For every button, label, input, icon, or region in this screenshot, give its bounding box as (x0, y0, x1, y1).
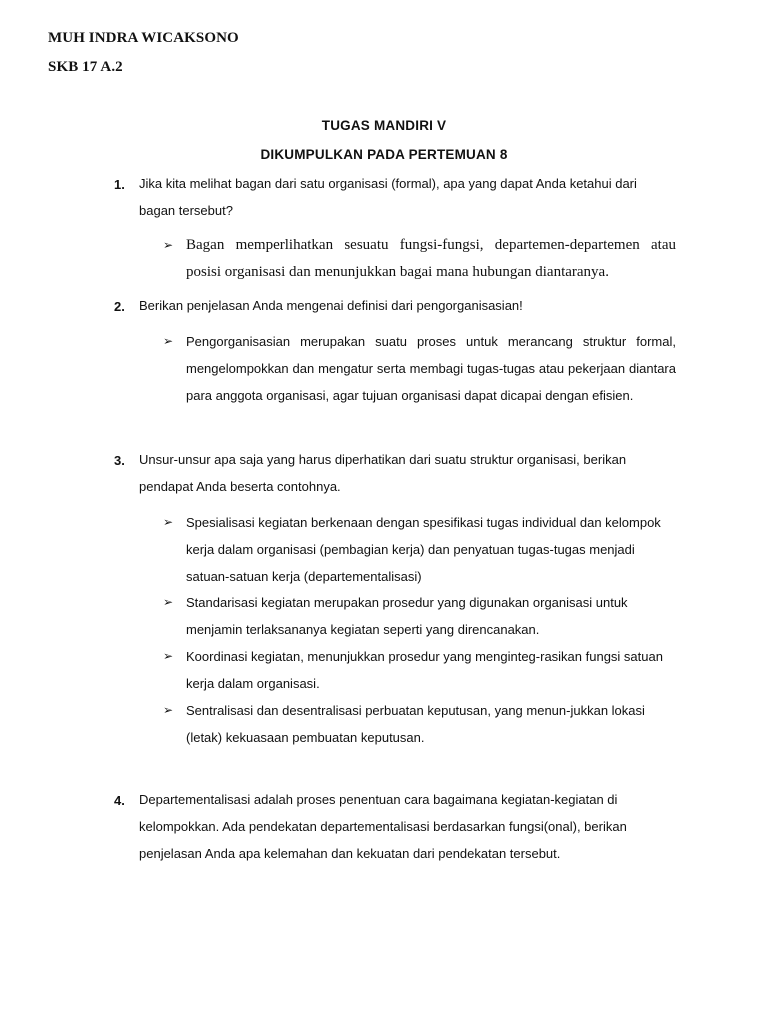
answer-text: Standarisasi kegiatan merupakan prosedur yang digunakan organisasi untuk menjamin terlaksananya kegiatan seperti yang direncanakan. (186, 595, 628, 637)
arrow-bullet-icon: ➢ (163, 515, 174, 529)
arrow-bullet-icon: ➢ (163, 703, 174, 717)
answer-text: Bagan memperlihatkan sesuatu fungsi-fungsi, departemen-departemen atau posisi organisasi dan menunjukkan bagai mana hubungan diantaranya. (186, 237, 676, 280)
arrow-bullet-icon: ➢ (163, 238, 174, 252)
answer-text: Pengorganisasian merupakan suatu proses untuk merancang struktur formal, mengelompokkan dan mengatur serta membagi tugas-tugas atau pekerjaan diantara para anggota organisasi, agar tujuan organisasi dapat dicapai dengan efisien. (186, 334, 676, 403)
arrow-bullet-icon: ➢ (163, 334, 174, 348)
question-text: Jika kita melihat bagan dari satu organisasi (formal), apa yang dapat Anda ketahui dari bagan tersebut? (139, 176, 637, 218)
answer-text: Koordinasi kegiatan, menunjukkan prosedur yang menginteg-rasikan fungsi satuan kerja dalam organisasi. (186, 649, 663, 691)
question-text: Departementalisasi adalah proses penentuan cara bagaimana kegiatan-kegiatan di kelompokkan. Ada pendekatan departementalisasi berdasarkan fungsi(onal), berikan penjelasan Anda apa kelemahan dan kekuatan dari pendekatan tersebut. (139, 792, 627, 861)
question-number: 3. (114, 453, 125, 468)
question-text: Unsur-unsur apa saja yang harus diperhatikan dari suatu struktur organisasi, berikan pendapat Anda beserta contohnya. (139, 452, 627, 494)
assignment-subtitle: DIKUMPULKAN PADA PERTEMUAN 8 (260, 147, 508, 162)
question-number: 4. (114, 793, 125, 808)
question-text: Berikan penjelasan Anda mengenai definisi dari pengorganisasian! (139, 298, 523, 313)
answer-text: Sentralisasi dan desentralisasi perbuatan keputusan, yang menun-jukkan lokasi (letak) kekuasaan pembuatan keputusan. (186, 703, 645, 745)
arrow-bullet-icon: ➢ (163, 595, 174, 609)
assignment-title: TUGAS MANDIRI V (321, 118, 447, 133)
arrow-bullet-icon: ➢ (163, 649, 174, 663)
author-name: MUH INDRA WICAKSONO (48, 30, 239, 46)
class-code: SKB 17 A.2 (48, 59, 123, 75)
question-number: 2. (114, 299, 125, 314)
question-number: 1. (114, 177, 125, 192)
answer-text: Spesialisasi kegiatan berkenaan dengan spesifikasi tugas individual dan kelompok kerja dalam organisasi (pembagian kerja) dan penyatuan tugas-tugas menjadi satuan-satuan kerja (departementalisasi) (186, 515, 661, 584)
